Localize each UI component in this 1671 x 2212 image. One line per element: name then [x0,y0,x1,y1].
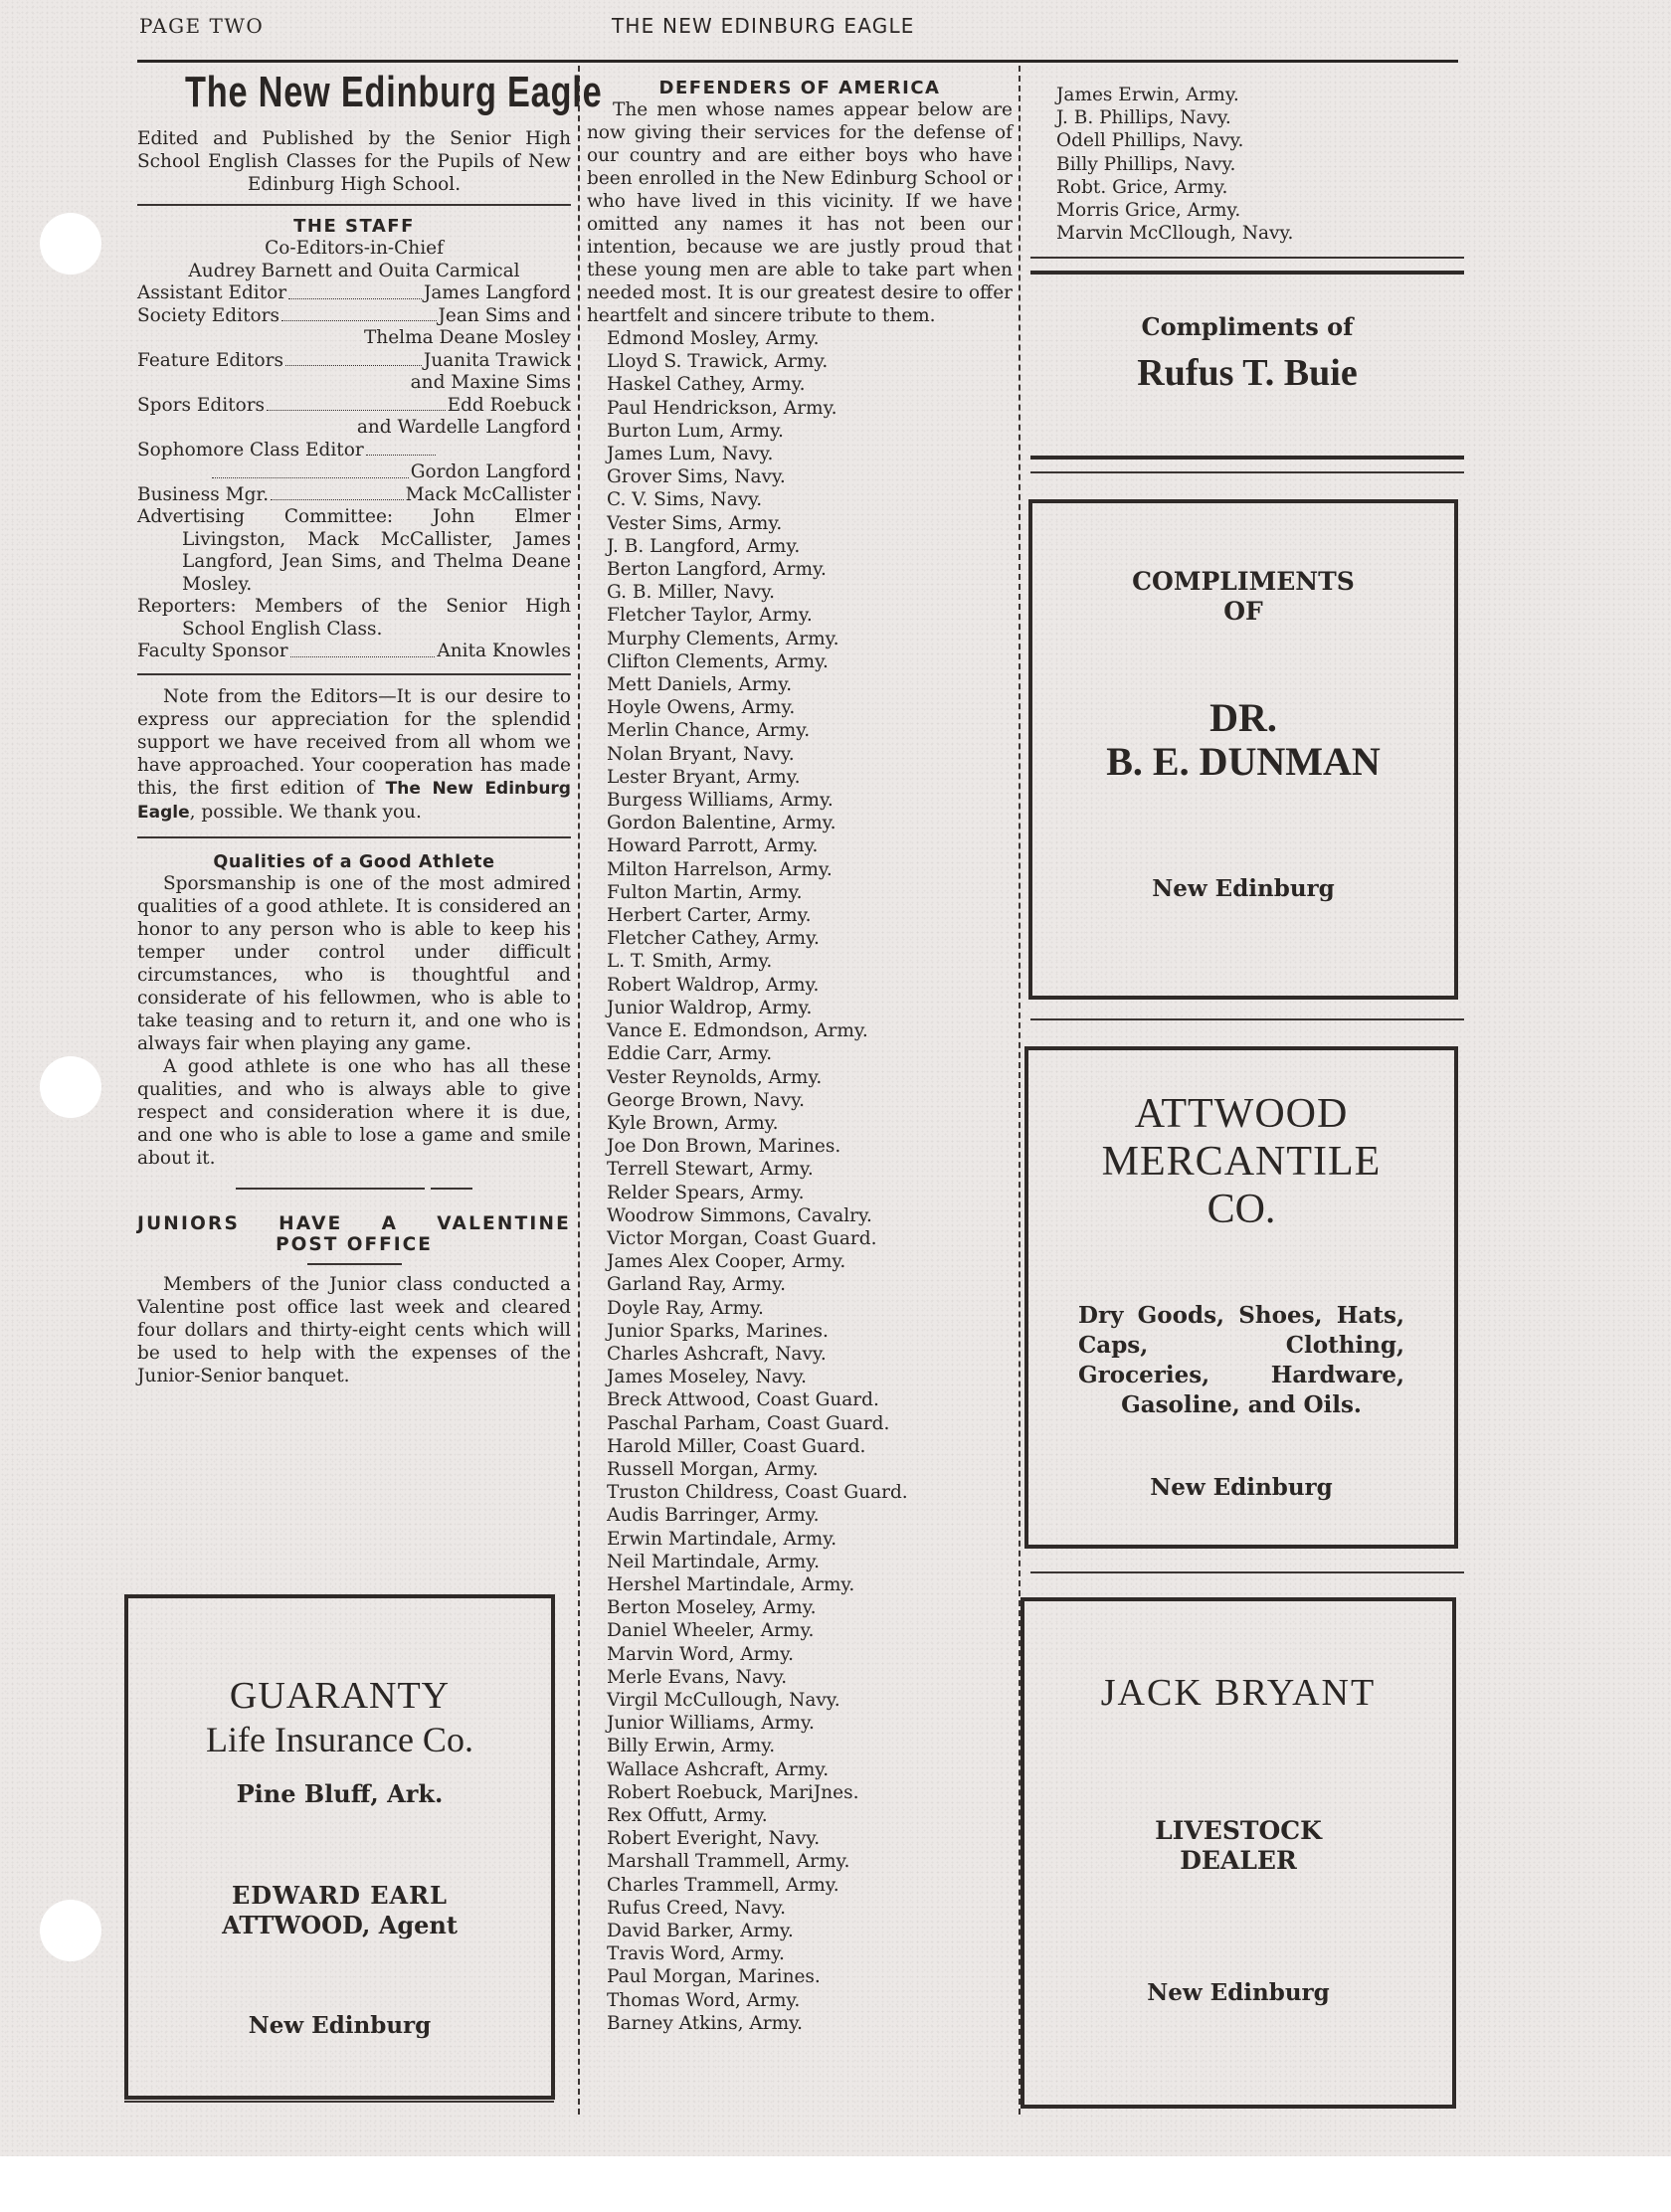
defender-name: Marshall Trammell, Army. [607,1851,850,1873]
top-rule [137,60,1458,63]
defender-name: Billy Phillips, Navy. [1056,153,1236,175]
athlete-paragraph: Sporsmanship is one of the most admired qualities of a good athlete. It is considered an honor to any person who is able to keep his temper under control under difficult circumstances, who is thoughtful and considerate of his fellowmen, who is able to take teasing and to return it, and one who is always fair when playing any game. [137,872,571,1054]
defenders-intro: The men whose names appear below are now giving their services for the defense of our country and are either boys who have been enrolled in the New Edinburg School or who have lived in this vicinity. If we have omitted any names it has not been our intention, because we are justly proud that these young men are able to take part when needed most. It is our greatest desire to offer heartfelt and sincere tribute to them. [587,99,1013,326]
defender-name: Travis Word, Army. [607,1943,785,1965]
column-left [137,64,603,1387]
defenders-heading: DEFENDERS OF AMERICA [658,78,941,98]
defender-name: Fletcher Cathey, Army. [607,928,820,950]
defender-name: Wallace Ashcraft, Army. [607,1758,830,1780]
defender-name: Merlin Chance, Army. [607,720,811,742]
ad-location: New Edinburg [248,2012,432,2039]
defender-name: Morris Grice, Army. [1056,200,1241,222]
defender-name: Lester Bryant, Army. [607,766,801,788]
defender-name: Fletcher Taylor, Army. [607,605,813,627]
defender-name: Junior Waldrop, Army. [607,997,813,1018]
defender-name: Vester Reynolds, Army. [607,1066,823,1088]
defender-name: Vance E. Edmondson, Army. [607,1020,868,1042]
section-rule [124,2101,554,2103]
defender-name: G. B. Miller, Navy. [607,582,775,604]
defender-name: Burgess Williams, Army. [607,790,834,812]
ad-store-name-2: MERCANTILE [1101,1139,1382,1185]
section-rule [1030,471,1464,473]
ad-location: New Edinburg [1152,875,1335,902]
staff-row-continuation: and Maxine Sims [410,372,571,393]
ad-store-name-3: CO. [1207,1187,1276,1232]
defender-name: Robert Waldrop, Army. [607,974,820,996]
ad-agent-line2: ATTWOOD, Agent [222,1911,458,1939]
defender-name: Robert Everight, Navy. [607,1828,821,1850]
defender-name: Eddie Carr, Army. [607,1043,773,1065]
defender-name: Barney Atkins, Army. [607,2012,804,2034]
section-rule [1030,1571,1464,1573]
defender-name: George Brown, Navy. [607,1089,806,1111]
defender-name: Paschal Parham, Coast Guard. [607,1412,890,1434]
editors-note: Note from the Editors—It is our desire to express our appreciation for the splendid support we have received from all whom we have approached. Your cooperation has made this, the first edition of The New Edinburg Eagle, possible. We thank you. [137,685,571,823]
defender-name: Fulton Martin, Army. [607,881,803,903]
staff-row-continuation: Thelma Deane Mosley [363,327,571,348]
ad-company-name-2: Life Insurance Co. [206,1720,473,1759]
defender-name: Joe Don Brown, Marines. [607,1136,841,1158]
defender-name: Audis Barringer, Army. [607,1505,820,1527]
valentine-body: Members of the Junior class conducted a Valentine post office last week and cleared four dollars and thirty-eight cents which will be used to help with the expenses of the Junior-Senior banquet. [137,1273,571,1386]
binder-hole [40,1056,101,1118]
defender-name: Daniel Wheeler, Army. [607,1620,815,1642]
ad-rule [1030,271,1464,275]
ad-goods-list: Dry Goods, Shoes, Hats, Caps, Clothing, Groceries, Hardware, Gasoline, and Oils. [1078,1302,1404,1418]
ad-dealer-name: JACK BRYANT [1100,1672,1377,1714]
defender-name: Doyle Ray, Army. [607,1297,764,1319]
masthead-title: The New Edinburg Eagle [184,68,603,116]
running-paper-name: THE NEW EDINBURG EAGLE [612,14,915,38]
defender-name: Terrell Stewart, Army. [607,1159,814,1181]
section-rule [1030,1018,1464,1020]
defender-name: Virgil McCullough, Navy. [607,1689,840,1711]
defender-name: Breck Attwood, Coast Guard. [607,1389,879,1411]
ad-attwood-mercantile [1024,1046,1458,1549]
ad-agent-line1: EDWARD EARL [232,1881,448,1910]
defender-name: James Alex Cooper, Army. [607,1251,846,1273]
section-rule [137,673,571,675]
defender-name: Lloyd S. Trawick, Army. [607,351,829,373]
defender-name: L. T. Smith, Army. [607,951,773,973]
defender-name: Hoyle Owens, Army. [607,697,796,719]
binder-hole [40,213,101,275]
ad-dealer-line2: DEALER [1180,1846,1297,1875]
ad-person-name: Rufus T. Buie [1137,352,1358,394]
ad-doctor-title: DR. [1209,695,1277,740]
staff-row: Sophomore Class Editor [137,440,571,462]
staff-row: Assistant Editor James Langford [137,282,571,303]
defender-name: Neil Martindale, Army. [607,1551,821,1572]
advertising-committee: Advertising Committee: John Elmer Livingston, Mack McCallister, James Langford, Jean Sims, and Thelma Deane Mosley. [137,506,571,595]
co-editors-names: Audrey Barnett and Ouita Carmical [188,261,520,281]
divider-rule [137,1188,571,1190]
defender-name: Marvin McCllough, Navy. [1056,223,1294,245]
defender-name: Paul Hendrickson, Army. [607,397,837,419]
section-rule [137,836,571,838]
defender-name: Garland Ray, Army. [607,1274,786,1296]
staff-row: Faculty Sponsor Anita Knowles [137,641,571,661]
staff-row-continuation: Gordon Langford [137,461,571,484]
staff-row: Feature Editors Juanita Trawick [137,349,571,371]
ad-compliments-label: COMPLIMENTS [1132,567,1355,596]
defender-name: Thomas Word, Army. [607,1989,801,2011]
defender-name: James Moseley, Navy. [607,1367,807,1388]
defender-name: C. V. Sims, Navy. [607,489,763,511]
defender-name: Junior Williams, Army. [607,1713,815,1735]
defender-name: Merle Evans, Navy. [607,1666,788,1688]
heading-underline [307,1263,402,1265]
staff-row: Business Mgr. Mack McCallister [137,483,571,505]
paper-name-inline: The New Edinburg Eagle [137,778,571,823]
defender-name: Truston Childress, Coast Guard. [607,1482,908,1504]
ad-rule [1030,456,1464,460]
reporters: Reporters: Members of the Senior High School English Class. [137,596,571,640]
ad-jack-bryant [1021,1597,1456,2109]
defender-name: Herbert Carter, Army. [607,905,812,927]
staff-row-continuation: and Wardelle Langford [356,417,571,438]
defender-name: Relder Spears, Army. [607,1182,805,1203]
defender-name: Rufus Creed, Navy. [607,1897,787,1919]
ad-compliments-label: Compliments of [1141,312,1354,341]
ad-compliments-of: OF [1223,597,1263,626]
defenders-list [587,327,1013,2035]
column-middle [587,64,1013,2035]
defender-name: Billy Erwin, Army. [607,1736,776,1757]
column-right [1026,64,1460,245]
defender-name: Robt. Grice, Army. [1056,176,1228,198]
staff-row: Spors Editors Edd Roebuck [137,394,571,416]
defender-name: Berton Moseley, Army. [607,1597,817,1619]
defender-name: David Barker, Army. [607,1921,794,1942]
staff-box [137,216,571,663]
defender-name: Rex Offutt, Army. [607,1805,768,1826]
defender-name: Murphy Clements, Army. [607,628,839,649]
defender-name: Marvin Word, Army. [607,1643,794,1665]
defender-name: Charles Trammell, Army. [607,1874,839,1896]
ad-city: Pine Bluff, Ark. [236,1779,444,1808]
section-rule [1030,257,1464,259]
ad-company-name: GUARANTY [229,1675,451,1717]
valentine-heading-line1: JUNIORS HAVE A VALENTINE [137,1212,571,1234]
defender-name: Berton Langford, Army. [607,559,827,581]
defender-name: Junior Sparks, Marines. [607,1320,829,1342]
defender-name: Russell Morgan, Army. [607,1458,819,1480]
defender-name: Burton Lum, Army. [607,420,784,442]
defender-name: Gordon Balentine, Army. [607,813,836,834]
defender-name: Victor Morgan, Coast Guard. [607,1227,877,1249]
ad-store-name-1: ATTWOOD [1134,1091,1349,1137]
defender-name: Howard Parrott, Army. [607,835,819,857]
defender-name: Erwin Martindale, Army. [607,1528,837,1550]
column-divider [578,66,580,2115]
defender-name: Milton Harrelson, Army. [607,858,833,880]
page-label: PAGE TWO [139,14,265,38]
defender-name: J. B. Phillips, Navy. [1056,107,1231,129]
defender-name: Woodrow Simmons, Cavalry. [607,1204,872,1226]
defender-name: Hershel Martindale, Army. [607,1573,855,1595]
defender-name: Vester Sims, Army. [607,512,783,534]
ad-rufus-buie [1030,278,1464,450]
ad-dealer-line1: LIVESTOCK [1155,1816,1322,1845]
co-editors-label: Co-Editors-in-Chief [265,238,444,259]
defender-name: Clifton Clements, Army. [607,650,829,672]
defender-name: James Erwin, Army. [1056,85,1239,105]
defender-name: Odell Phillips, Navy. [1056,130,1244,152]
defender-name: Charles Ashcraft, Navy. [607,1343,827,1365]
ad-doctor-name: B. E. DUNMAN [1106,739,1381,784]
defender-name: Grover Sims, Navy. [607,466,786,488]
defender-name: James Lum, Navy. [607,444,774,465]
athlete-paragraph: A good athlete is one who has all these qualities, and who is always able to give respect and consideration where it is due, and one who is able to lose a game and smile about it. [137,1055,571,1169]
defender-name: Paul Morgan, Marines. [607,1966,821,1988]
defender-name: Nolan Bryant, Navy. [607,743,795,765]
athlete-heading: Qualities of a Good Athlete [213,851,495,872]
defender-name: Edmond Mosley, Army. [607,328,820,349]
staff-heading: THE STAFF [293,216,415,237]
ad-location: New Edinburg [1147,1979,1330,2006]
ad-guaranty-life-insurance [124,1594,555,2100]
defender-name: Mett Daniels, Army. [607,674,793,696]
defender-name: Robert Roebuck, MariJnes. [607,1781,859,1803]
valentine-heading-line2: POST OFFICE [276,1233,433,1255]
section-rule [137,204,571,206]
defender-name: Kyle Brown, Army. [607,1112,779,1134]
defender-name: Harold Miller, Coast Guard. [607,1435,866,1457]
ad-dr-dunman [1028,499,1458,1000]
binder-hole [40,1900,101,1961]
ad-location: New Edinburg [1150,1474,1333,1501]
defender-name: J. B. Langford, Army. [607,535,801,557]
defenders-list-continued [1026,84,1460,245]
defender-name: Haskel Cathey, Army. [607,374,806,396]
staff-row: Society Editors Jean Sims and [137,304,571,326]
masthead-subtitle: Edited and Published by the Senior High School English Classes for the Pupils of New Edinburg High School. [137,128,571,195]
